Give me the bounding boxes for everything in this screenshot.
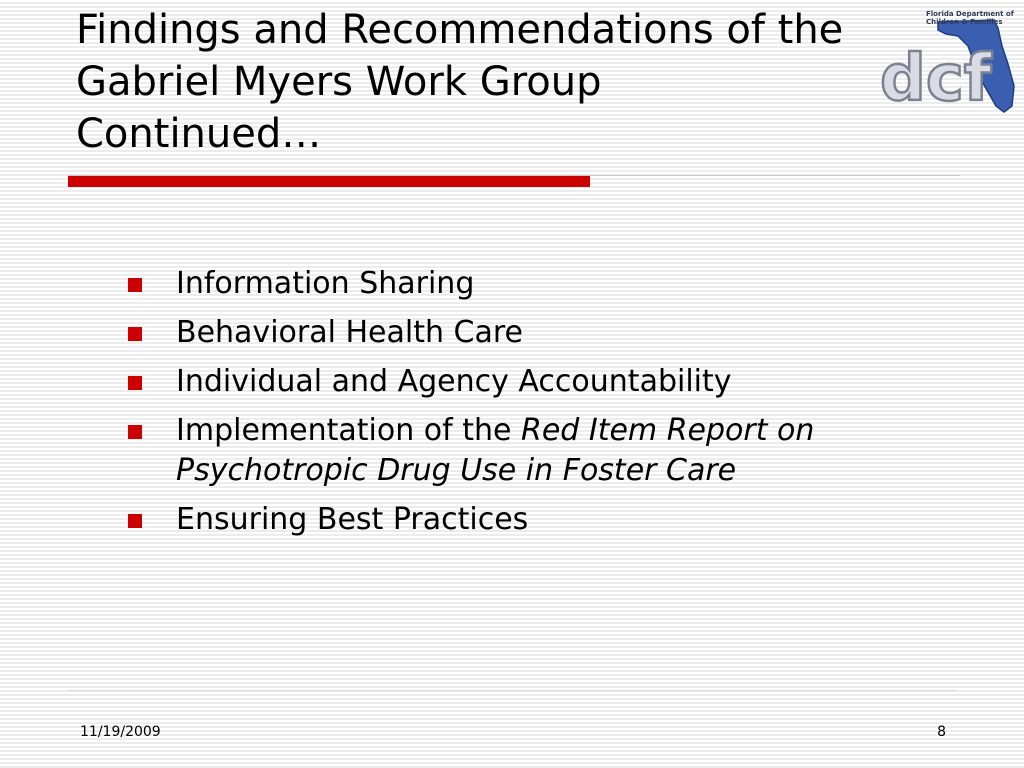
logo-caption-line-1: Florida Department of — [926, 10, 1014, 18]
bullet-text-plain: Ensuring Best Practices — [176, 502, 529, 537]
bullet-list — [128, 264, 948, 549]
bullet-text — [176, 502, 528, 537]
bullet-item-best-practices — [128, 500, 948, 540]
bullet-square-icon — [128, 514, 142, 528]
bullet-item-red-item-report — [128, 411, 948, 491]
bullet-square-icon — [128, 376, 142, 390]
bullet-text — [176, 315, 523, 350]
bullet-text-plain: Implementation of the — [176, 413, 521, 448]
bullet-square-icon — [128, 327, 142, 341]
bullet-text-plain: Behavioral Health Care — [176, 315, 523, 350]
bullet-square-icon — [128, 278, 142, 292]
footer-divider-line — [68, 690, 956, 691]
bullet-text-emphasis: Red Item Report on Psychotropic Drug Use in Foster Care — [176, 413, 815, 488]
bullet-text — [176, 364, 732, 399]
slide-title — [76, 4, 956, 160]
title-line-3: Continued… — [76, 111, 322, 157]
bullet-item-information-sharing — [128, 264, 948, 304]
bullet-text-plain: Information Sharing — [176, 266, 475, 301]
title-line-2: Gabriel Myers Work Group — [76, 59, 602, 105]
bullet-text — [176, 413, 814, 488]
page-number: 8 — [937, 724, 946, 740]
title-line-1: Findings and Recommendations of the — [76, 7, 844, 53]
footer-date: 11/19/2009 — [80, 724, 161, 740]
logo-caption-line-2: Children & Families — [926, 18, 1003, 26]
bullet-text-plain: Individual and Agency Accountability — [176, 364, 732, 399]
logo-caption — [926, 10, 1014, 26]
bullet-item-accountability — [128, 362, 948, 402]
bullet-text — [176, 266, 474, 301]
logo-letters: dcf — [880, 42, 992, 116]
bullet-square-icon — [128, 425, 142, 439]
bullet-item-behavioral-health-care — [128, 313, 948, 353]
title-accent-bar — [68, 176, 590, 187]
